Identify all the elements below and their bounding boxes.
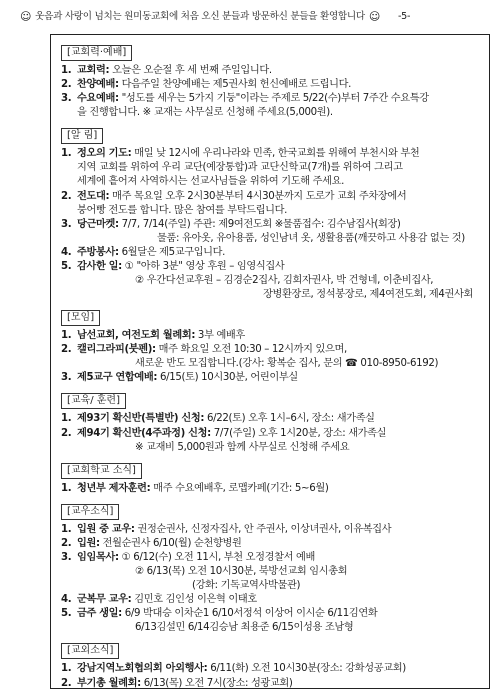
section-education [61, 393, 479, 454]
list-item-cont: ② 우간다선교후원 – 김경순2집사, 김희자권사, 박 건형네, 이춘비집사, [135, 275, 434, 287]
list-item: 3. 수요예배: "성도를 세우는 5가지 기둥"이라는 주제로 5/22(수)부터 7주간 수요특강 [61, 93, 429, 105]
list-item: 1. 입원 중 교우: 권정순권사, 신정자집사, 안 주권사, 이상녀권사, 이유복집사 [61, 523, 392, 535]
section-tag: [교회력·예배] [61, 45, 132, 61]
section-tag: [교육/ 훈련] [61, 393, 126, 409]
list-item: 1. 정오의 기도: 매일 낮 12시에 우리나라와 민족, 한국교회를 위해여 부천시와 부천 [61, 148, 420, 160]
page-header [16, 6, 484, 28]
list-item: 3. 제5교구 연합예배: 6/15(토) 10시30분, 어린이부실 [61, 372, 298, 384]
section-tag: [알 림] [61, 128, 103, 144]
smile-icon: ☺ [20, 10, 32, 24]
section-calendar [61, 45, 479, 120]
list-item: 2. 전도대: 매주 목요일 오후 2시30분부터 4시30분까지 도로가 교회 주차장에서 [61, 190, 407, 202]
list-item: 2. 부기총 월례회: 6/13(목) 오전 7시(장소: 성광교회) [61, 677, 293, 689]
header-welcome-text: 웃음과 사랑이 넘치는 원미동교회에 처음 오신 분들과 방문하신 분들을 환영합니다 [35, 11, 365, 23]
list-item: 1. 제93기 확신반(특별반) 신청: 6/22(토) 오후 1시–6시, 장소: 새가족실 [61, 413, 375, 425]
bulletin-frame [50, 34, 490, 689]
list-item-cont: ※ 교재비 5,000원과 함께 사무실로 신청해 주세요 [135, 441, 350, 453]
list-item-cont: 장병환장로, 정석봉장로, 제4여전도회, 제4권사회 [263, 289, 473, 301]
list-item-cont: ② 6/13(목) 오전 10시30분, 북방선교회 임시총회 [135, 566, 348, 578]
page-number: -5- [398, 11, 411, 23]
smile-icon: ☺ [368, 10, 380, 24]
list-item: 1. 청년부 제자훈련: 매주 수요예배후, 로맵카페(기간: 5~6월) [61, 482, 329, 494]
section-tag: [교외소식] [61, 643, 119, 659]
section-church-news [61, 643, 479, 689]
list-item: 2. 찬양예배: 다음주일 찬양예배는 제5권사회 헌신예배로 드립니다. [61, 79, 351, 91]
list-item-cont: (강화: 기독교역사박물관) [192, 580, 301, 592]
list-item: 4. 주방봉사: 6월달은 제5교구입니다. [61, 246, 226, 258]
list-item: 2. 제94기 확신반(4주과정) 신청: 7/7(주일) 오후 1시20분, 장소: 새가족실 [61, 427, 387, 439]
list-item: 3. 당근마켓: 7/7, 7/14(주일) 주관: 제9여전도회 ※물품접수: 김수남집사(회장) [61, 218, 401, 230]
section-tag: [교우소식] [61, 504, 119, 520]
list-item-cont: 을 진행합니다. ※ 교재는 사무실로 신청해 주세요(5,000원). [77, 107, 333, 119]
list-item: 5. 감사한 일: ① "아하 3분" 영상 후원 – 임영식집사 [61, 260, 285, 272]
section-tag: [교회학교 소식] [61, 463, 142, 479]
section-notice [61, 128, 479, 302]
section-school [61, 463, 479, 496]
section-meeting [61, 310, 479, 385]
list-item-cont: 세계에 흩어져 사역하시는 선교사님들을 위하여 기도해 주세요. [77, 176, 344, 188]
list-item: 2. 입원: 전월순권사 6/10(월) 순천향병원 [61, 537, 242, 549]
list-item-cont: 6/13김설민 6/14김승남 최용준 6/15이성용 조남형 [135, 622, 354, 634]
list-item-cont: 새로운 반도 모집합니다.(강사: 황복순 집사, 문의 ☎ 010-8950-6192) [135, 358, 439, 370]
list-item: 4. 군복무 교우: 김민호 김인성 이은혁 이태호 [61, 594, 257, 606]
list-item: 3. 임임목사: ① 6/12(수) 오전 11시, 부천 오정경찰서 예배 [61, 551, 315, 563]
section-tag: [모임] [61, 310, 100, 326]
list-item: 2. 캘리그라피(붓펜): 매주 화요일 오전 10:30 – 12시까지 있으며, [61, 344, 347, 356]
list-item-cont: 지역 교회를 위하여 우리 교단(예장통합)과 교단신학교(7개)를 위하여 그리고 [77, 162, 403, 174]
section-members [61, 504, 479, 636]
list-item: 5. 금주 생일: 6/9 박대승 이차순1 6/10서정석 이상어 이시순 6/11김연화 [61, 608, 378, 620]
list-item: 1. 남선교회, 여전도회 월례회: 3부 예배후 [61, 330, 245, 342]
list-item: 1. 교회력: 오늘은 오순절 후 세 번째 주일입니다. [61, 65, 272, 76]
list-item-cont: 붕어빵 전도를 합니다. 많은 참여를 부탁드립니다. [77, 204, 288, 216]
list-item-cont: 물품: 유아옷, 유아용품, 성인남녀 옷, 생활용품(깨끗하고 사용감 없는 것) [157, 232, 465, 244]
list-item: 1. 강남지역노회협의회 아외행사: 6/11(화) 오전 10시30분(장소: 강화성공교회) [61, 663, 406, 675]
